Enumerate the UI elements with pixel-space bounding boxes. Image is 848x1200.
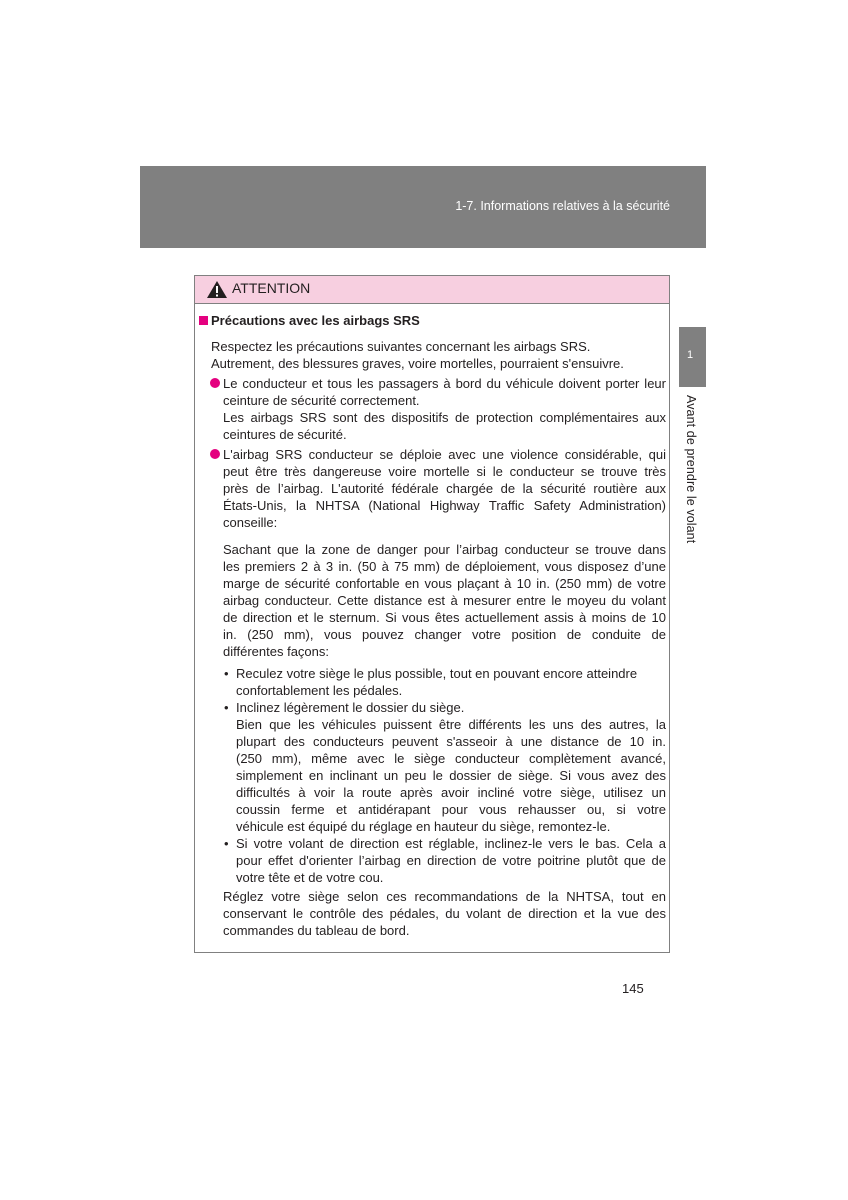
chapter-number: 1 bbox=[686, 349, 694, 361]
closing-paragraph: Réglez votre siège selon ces recommandations de la NHTSA, tout en conservant le contrôle des pédales, du volant de direction et la vue des commandes du tableau de bord. bbox=[223, 889, 666, 938]
section-heading: Précautions avec les airbags SRS bbox=[199, 312, 420, 329]
attention-header bbox=[195, 276, 669, 304]
intro-text: Respectez les précautions suivantes concernant les airbags SRS. Autrement, des blessures graves, voire mortelles, pourraient s'ensuivre. bbox=[211, 339, 624, 371]
bullet-mark: • bbox=[224, 836, 229, 851]
list-item: • Inclinez légèrement le dossier du siège. Bien que les véhicules puissent être différents les uns des autres, la plupart des conducteurs peuvent s'asseoir à une distance de 10 in. (250 mm), même avec le siège conducteur complètement avancé, simplement en inclinant un peu le dossier de siège. Si vous avez des difficultés à voir la route après avoir incliné votre siège, utilisez un coussin ferme et antidérapant pour vous rehausser ou, si votre véhicule est équipé du réglage en hauteur du siège, remontez-le. bbox=[224, 700, 666, 834]
warning-icon bbox=[206, 280, 228, 299]
header-band bbox=[140, 166, 706, 248]
bullet-mark: • bbox=[224, 666, 229, 681]
bullet-item: L'airbag SRS conducteur se déploie avec une violence considérable, qui peut être très dangereuse voire mortelle si le conducteur se trouve très près de l’airbag. L'autorité fédérale chargée de la sécurité routière aux États-Unis, la NHTSA (National Highway Traffic Safety Administration) conseille: bbox=[223, 446, 666, 531]
attention-box bbox=[194, 275, 670, 953]
chapter-title: Avant de prendre le volant bbox=[684, 395, 698, 544]
chapter-tab bbox=[679, 327, 706, 387]
bullet-item: Le conducteur et tous les passagers à bord du véhicule doivent porter leur ceinture de sécurité correctement. Les airbags SRS sont des dispositifs de protection complémentaires aux ceintures de sécurité. bbox=[223, 375, 666, 443]
list-item: • Reculez votre siège le plus possible, tout en pouvant encore atteindre confortablement les pédales. bbox=[224, 666, 638, 698]
section-title: 1-7. Informations relatives à la sécurité bbox=[455, 199, 670, 213]
page-number: 145 bbox=[622, 981, 644, 996]
guidance-paragraph: Sachant que la zone de danger pour l’airbag conducteur se trouve dans les premiers 2 à 3 in. (50 à 75 mm) de déploiement, vous disposez d’une marge de sécurité confortable en vous plaçant à 10 in. (250 mm) de votre airbag conducteur. Cette distance est à mesurer entre le moyeu du volant de direction et le sternum. Si vous êtes actuellement assis à moins de 10 in. (250 mm), vous pouvez changer votre position de conduite de différentes façons: bbox=[223, 542, 666, 659]
bullet-mark: • bbox=[224, 700, 229, 715]
circle-bullet-icon bbox=[210, 378, 220, 388]
attention-title: ATTENTION bbox=[232, 280, 311, 296]
circle-bullet-icon bbox=[210, 449, 220, 459]
square-bullet-icon bbox=[199, 316, 208, 325]
list-item: • Si votre volant de direction est réglable, inclinez-le vers le bas. Cela a pour effet d'orienter l’airbag en direction de votre poitrine plutôt que de votre tête et de votre cou. bbox=[224, 836, 666, 885]
